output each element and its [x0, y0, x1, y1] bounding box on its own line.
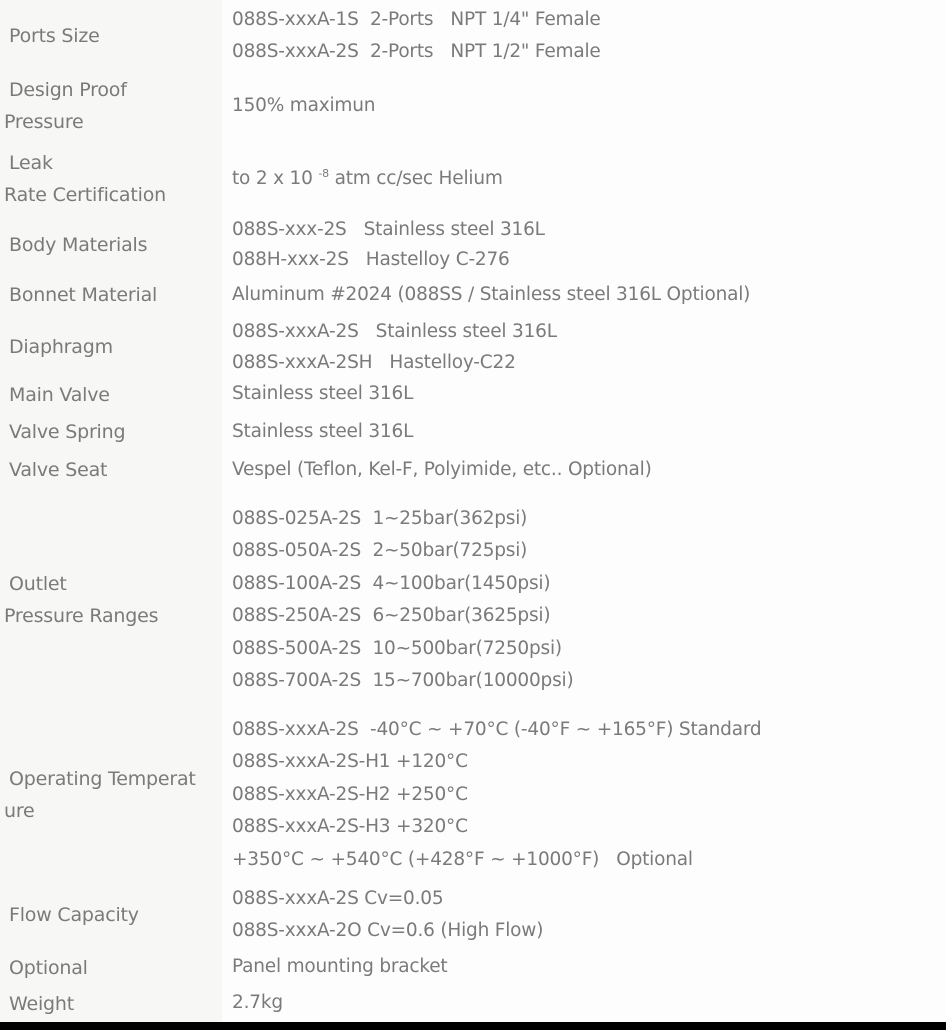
- value-line: 088S-xxxA-2O Cv=0.6 (High Flow): [232, 920, 544, 941]
- spec-value: [222, 72, 946, 140]
- value-line: 088S-xxxA-2S 2-Ports NPT 1/2" Female: [232, 41, 601, 62]
- value-line: 088S-700A-2S 15~700bar(10000psi): [232, 670, 574, 691]
- spec-label: [0, 140, 222, 218]
- spec-value: [222, 375, 946, 414]
- spec-label: [0, 218, 222, 272]
- spec-row-bonnet-material: [0, 272, 946, 318]
- exponent: -8: [318, 166, 329, 180]
- value-line: 088S-xxxA-2SH Hastelloy-C22: [232, 351, 516, 373]
- value-line: 088S-100A-2S 4~100bar(1450psi): [232, 572, 551, 594]
- value-line: 088S-250A-2S 6~250bar(3625psi): [232, 605, 551, 626]
- label-text: ure: [4, 800, 35, 822]
- value-line: Panel mounting bracket: [232, 956, 448, 978]
- spec-value: [222, 140, 946, 218]
- value-line: 088S-050A-2S 2~50bar(725psi): [232, 540, 528, 561]
- spec-row-optional: [0, 950, 946, 985]
- spec-label: [0, 318, 222, 375]
- label-text: Design Proof: [9, 79, 127, 101]
- spec-value: [222, 880, 946, 950]
- label-text: Leak: [9, 152, 53, 174]
- spec-row-outlet-pressure-ranges: [0, 490, 946, 710]
- value-line: 088S-025A-2S 1~25bar(362psi): [232, 507, 528, 529]
- label-text: Body Materials: [9, 234, 148, 256]
- spec-row-weight: [0, 985, 946, 1022]
- value-line: +350°C ~ +540°C (+428°F ~ +1000°F) Optional: [232, 848, 693, 870]
- spec-row-operating-temperature: [0, 710, 946, 880]
- value-line: 088S-xxxA-2S-H2 +250°C: [232, 783, 468, 805]
- label-text: Diaphragm: [9, 335, 113, 358]
- spec-row-ports-size: [0, 0, 946, 72]
- spec-value: [222, 950, 946, 985]
- spec-label: [0, 72, 222, 140]
- spec-value: [222, 985, 946, 1022]
- spec-row-flow-capacity: [0, 880, 946, 950]
- spec-value: [222, 272, 946, 318]
- label-text: Outlet: [9, 573, 67, 595]
- spec-label: [0, 710, 222, 880]
- value-text: atm cc/sec Helium: [328, 167, 503, 189]
- value-line: 088S-xxxA-2S Stainless steel 316L: [232, 320, 557, 342]
- value-line: 088S-xxx-2S Stainless steel 316L: [232, 219, 545, 240]
- label-text: Bonnet Material: [9, 284, 158, 306]
- spec-value: [222, 218, 946, 272]
- spec-label: [0, 950, 222, 985]
- spec-row-main-valve: [0, 375, 946, 414]
- spec-value: [222, 318, 946, 375]
- label-text: Weight: [9, 992, 74, 1015]
- value-line: Stainless steel 316L: [232, 383, 414, 405]
- label-text: Valve Seat: [9, 459, 108, 481]
- value-line: Aluminum #2024 (088SS / Stainless steel 316L Optional): [232, 283, 751, 305]
- spec-value: [222, 450, 946, 490]
- value-line: [232, 163, 946, 196]
- value-line: 150% maximun: [232, 94, 376, 116]
- label-text: Optional: [9, 956, 88, 979]
- spec-label: [0, 450, 222, 490]
- value-line: Stainless steel 316L: [232, 420, 414, 442]
- spec-label: [0, 414, 222, 450]
- value-line: 088H-xxx-2S Hastelloy C-276: [232, 249, 510, 270]
- label-text: Pressure Ranges: [4, 605, 159, 627]
- spec-row-valve-seat: [0, 450, 946, 490]
- label-text: Operating Temperat: [9, 768, 196, 790]
- value-line: 088S-xxxA-1S 2-Ports NPT 1/4" Female: [232, 8, 601, 30]
- spec-label: [0, 880, 222, 950]
- spec-label: [0, 375, 222, 414]
- value-line: 088S-xxxA-2S-H3 +320°C: [232, 816, 468, 838]
- spec-row-diaphragm: [0, 318, 946, 375]
- value-text: to 2 x 10: [232, 167, 319, 189]
- value-line: 088S-500A-2S 10~500bar(7250psi): [232, 637, 562, 659]
- spec-label: [0, 985, 222, 1022]
- spec-row-design-proof-pressure: [0, 72, 946, 140]
- value-line: 088S-xxxA-2S Cv=0.05: [232, 888, 444, 909]
- value-line: Vespel (Teflon, Kel-F, Polyimide, etc.. Optional): [232, 458, 652, 480]
- value-line: 088S-xxxA-2S-H1 +120°C: [232, 751, 468, 773]
- label-text: Valve Spring: [9, 421, 126, 443]
- spec-row-leak-rate: [0, 140, 946, 218]
- bottom-black-bar: [0, 1022, 946, 1030]
- spec-value: [222, 490, 946, 710]
- label-text: Pressure: [4, 111, 84, 133]
- spec-value: [222, 0, 946, 72]
- label-text: Rate Certification: [4, 184, 166, 206]
- spec-row-body-materials: [0, 218, 946, 272]
- spec-label: [0, 0, 222, 72]
- label-text: Flow Capacity: [9, 904, 139, 926]
- spec-value: [222, 414, 946, 450]
- spec-label: [0, 490, 222, 710]
- spec-row-valve-spring: [0, 414, 946, 450]
- spec-value: [222, 710, 946, 880]
- value-line: 2.7kg: [232, 992, 283, 1014]
- label-text: Main Valve: [9, 383, 110, 406]
- spec-label: [0, 272, 222, 318]
- value-line: 088S-xxxA-2S -40°C ~ +70°C (-40°F ~ +165°F) Standard: [232, 718, 762, 740]
- label-text: Ports Size: [9, 25, 100, 47]
